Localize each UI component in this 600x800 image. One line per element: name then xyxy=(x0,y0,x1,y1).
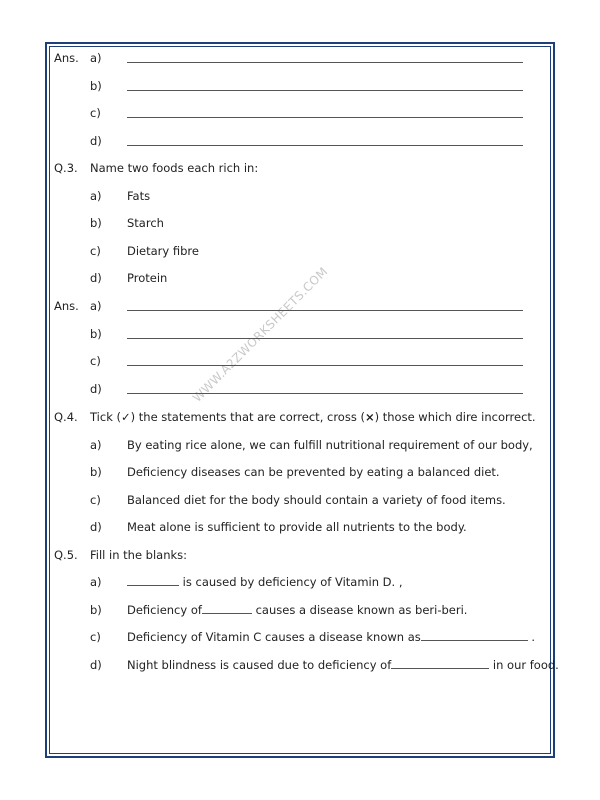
answer-row xyxy=(0,297,600,315)
option-text: Starch xyxy=(127,216,164,230)
answer-label: Ans. xyxy=(54,299,79,313)
option-letter: d) xyxy=(90,520,102,534)
option-row xyxy=(0,518,600,536)
option-text: Dietary fibre xyxy=(127,244,199,258)
watermark: WWW.A2ZWORKSHEETS.COM xyxy=(190,264,331,405)
option-letter: d) xyxy=(90,134,102,148)
question-text: Fill in the blanks: xyxy=(90,548,188,562)
question-text: Tick (✓) the statements that are correct, cross (×) those which dire incorrect. xyxy=(90,410,536,424)
option-letter: c) xyxy=(90,354,101,368)
statement-text: By eating rice alone, we can fulfill nutritional requirement of our body, xyxy=(127,438,533,452)
option-letter: a) xyxy=(90,51,102,65)
option-text: Protein xyxy=(127,271,168,285)
option-row xyxy=(0,601,600,619)
option-letter: b) xyxy=(90,603,102,617)
question-text: Name two foods each rich in: xyxy=(90,161,259,175)
question-row xyxy=(0,408,600,426)
blank-field[interactable] xyxy=(421,628,528,641)
option-letter: a) xyxy=(90,299,102,313)
option-letter: c) xyxy=(90,106,101,120)
option-row xyxy=(0,628,600,646)
option-row xyxy=(0,463,600,481)
option-letter: c) xyxy=(90,493,101,507)
option-row xyxy=(0,214,600,232)
answer-line[interactable] xyxy=(127,90,523,91)
question-number: Q.4. xyxy=(54,410,78,424)
option-row xyxy=(0,242,600,260)
answer-row xyxy=(0,352,600,370)
question-number: Q.3. xyxy=(54,161,78,175)
statement-text: Balanced diet for the body should contain a variety of food items. xyxy=(127,493,506,507)
option-letter: a) xyxy=(90,438,102,452)
answer-line[interactable] xyxy=(127,117,523,118)
blank-field[interactable] xyxy=(391,656,489,669)
answer-row xyxy=(0,49,600,67)
option-row xyxy=(0,436,600,454)
answer-line[interactable] xyxy=(127,310,523,311)
option-letter: b) xyxy=(90,79,102,93)
answer-line[interactable] xyxy=(127,393,523,394)
option-row xyxy=(0,269,600,287)
blank-field[interactable] xyxy=(202,601,252,614)
answer-row xyxy=(0,380,600,398)
option-row xyxy=(0,187,600,205)
cross-icon: × xyxy=(364,410,375,424)
fill-blank-text: is caused by deficiency of Vitamin D. , xyxy=(127,573,403,591)
option-letter: a) xyxy=(90,189,102,203)
option-letter: b) xyxy=(90,327,102,341)
tick-icon: ✓ xyxy=(121,410,131,424)
answer-label: Ans. xyxy=(54,51,79,65)
statement-text: Meat alone is sufficient to provide all nutrients to the body. xyxy=(127,520,467,534)
option-letter: d) xyxy=(90,658,102,672)
statement-text: Deficiency diseases can be prevented by eating a balanced diet. xyxy=(127,465,500,479)
option-letter: b) xyxy=(90,465,102,479)
fill-blank-text: Night blindness is caused due to deficiency of in our food. xyxy=(127,658,559,672)
blank-field[interactable] xyxy=(127,573,179,586)
answer-line[interactable] xyxy=(127,338,523,339)
answer-line[interactable] xyxy=(127,62,523,63)
question-row xyxy=(0,159,600,177)
option-letter: d) xyxy=(90,271,102,285)
option-letter: b) xyxy=(90,216,102,230)
page-border-inner xyxy=(49,46,551,754)
option-row xyxy=(0,656,600,674)
option-row xyxy=(0,491,600,509)
fill-blank-text: Deficiency of causes a disease known as beri-beri. xyxy=(127,603,468,617)
option-letter: c) xyxy=(90,244,101,258)
option-letter: a) xyxy=(90,575,102,589)
question-row xyxy=(0,546,600,564)
answer-row xyxy=(0,132,600,150)
option-letter: d) xyxy=(90,382,102,396)
option-letter: c) xyxy=(90,630,101,644)
answer-line[interactable] xyxy=(127,145,523,146)
answer-row xyxy=(0,104,600,122)
option-row xyxy=(0,573,600,591)
fill-blank-text: Deficiency of Vitamin C causes a disease known as . xyxy=(127,630,536,644)
answer-row xyxy=(0,77,600,95)
option-text: Fats xyxy=(127,189,151,203)
answer-row xyxy=(0,325,600,343)
question-number: Q.5. xyxy=(54,548,78,562)
answer-line[interactable] xyxy=(127,365,523,366)
